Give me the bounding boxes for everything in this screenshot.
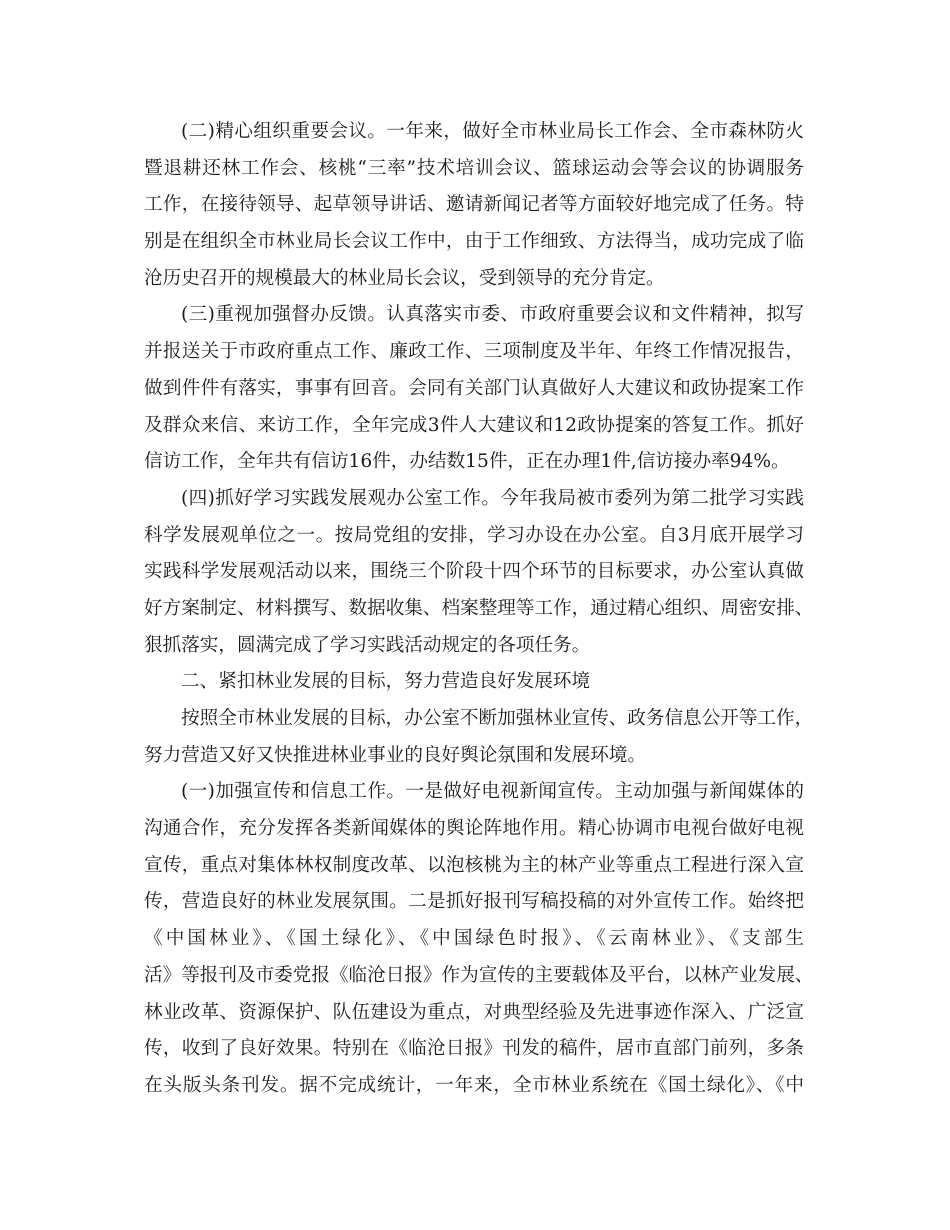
paragraph-line: 沟通合作，充分发挥各类新闻媒体的舆论阵地作用。精心协调市电视台做好电视 <box>144 818 804 840</box>
paragraph-line: 活》等报刊及市委党报《临沧日报》作为宣传的主要载体及平台，以林产业发展、 <box>144 964 814 986</box>
paragraph-line: 科学发展观单位之一。按局党组的安排，学习办设在办公室。自3月底开展学习 <box>144 524 804 546</box>
paragraph-line: 及群众来信、来访工作，全年完成3件人大建议和12政协提案的答复工作。抓好 <box>144 414 804 436</box>
paragraph-line: 传，收到了良好效果。特别在《临沧日报》刊发的稿件，居市直部门前列，多条 <box>144 1038 804 1060</box>
paragraph-line: 《中国林业》、《国土绿化》、《中国绿色时报》、《云南林业》、《支部生 <box>144 928 804 950</box>
paragraph-line: 宣传，重点对集体林权制度改革、以泡核桃为主的林产业等重点工程进行深入宣 <box>144 854 804 876</box>
paragraph-line: 按照全市林业发展的目标，办公室不断加强林业宣传、政务信息公开等工作， <box>181 708 814 729</box>
paragraph-line: 沧历史召开的规模最大的林业局长会议，受到领导的充分肯定。 <box>144 267 665 289</box>
document-body <box>144 114 814 1105</box>
paragraph-line: (一)加强宣传和信息工作。一是做好电视新闻宣传。主动加强与新闻媒体的 <box>181 781 804 803</box>
paragraph-line: 别是在组织全市林业局长会议工作中，由于工作细致、方法得当，成功完成了临 <box>144 231 804 253</box>
paragraph-line: (四)抓好学习实践发展观办公室工作。今年我局被市委列为第二批学习实践 <box>181 487 804 509</box>
paragraph-line: 传，营造良好的林业发展氛围。二是抓好报刊写稿投稿的对外宣传工作。始终把 <box>144 891 804 913</box>
paragraph-line: 工作，在接待领导、起草领导讲话、邀请新闻记者等方面较好地完成了任务。特 <box>144 194 804 216</box>
paragraph-line: 实践科学发展观活动以来，围绕三个阶段十四个环节的目标要求，办公室认真做 <box>144 561 804 583</box>
paragraph-line: 并报送关于市政府重点工作、廉政工作、三项制度及半年、年终工作情况报告， <box>144 341 804 363</box>
paragraph-line: (三)重视加强督办反馈。认真落实市委、市政府重要会议和文件精神，拟写 <box>181 304 804 326</box>
paragraph-line: 信访工作，全年共有信访16件，办结数15件，正在办理1件,信访接办率94%。 <box>144 451 790 473</box>
paragraph-line: 好方案制定、材料撰写、数据收集、档案整理等工作，通过精心组织、周密安排、 <box>144 597 814 619</box>
section-heading: 二、紧扣林业发展的目标，努力营造良好发展环境 <box>181 671 591 693</box>
paragraph-line: 努力营造又好又快推进林业事业的良好舆论氛围和发展环境。 <box>144 744 647 766</box>
paragraph-line: 做到件件有落实，事事有回音。会同有关部门认真做好人大建议和政协提案工作 <box>144 377 804 399</box>
paragraph-line: (二)精心组织重要会议。一年来，做好全市林业局长工作会、全市森林防火 <box>181 121 804 142</box>
paragraph-line: 暨退耕还林工作会、核桃“三率”技术培训会议、篮球运动会等会议的协调服务 <box>144 157 804 179</box>
paragraph-line: 在头版头条刊发。据不完成统计，一年来，全市林业系统在《国土绿化》、《中 <box>144 1074 804 1096</box>
paragraph-line: 林业改革、资源保护、队伍建设为重点，对典型经验及先进事迹作深入、广泛宣 <box>144 1001 804 1023</box>
paragraph-line: 狠抓落实，圆满完成了学习实践活动规定的各项任务。 <box>144 634 591 656</box>
